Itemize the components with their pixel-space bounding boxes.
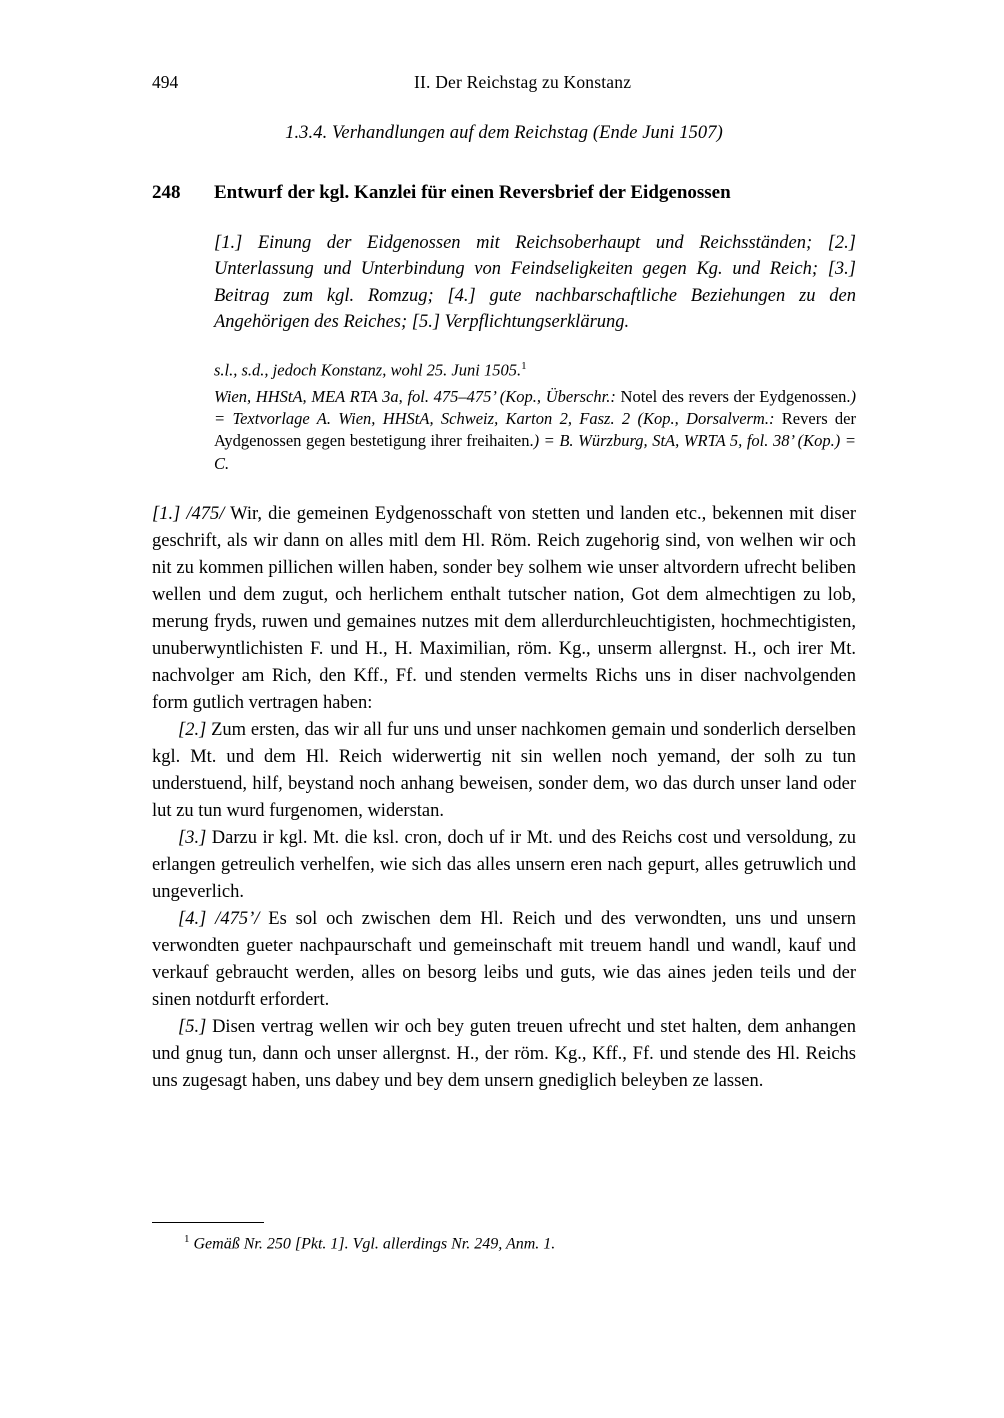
paragraph-3 bbox=[152, 825, 856, 906]
page-number: 494 bbox=[152, 72, 179, 92]
paragraph-2 bbox=[152, 717, 856, 825]
paragraph-1-text: Wir, die gemeinen Eydgenosschaft von stetten und landen etc., bekennen mit diser geschrift, als wir dann on alles mitl dem Hl. Röm. Reich zugehorig sind, von welhen wir och nit zu kommen pillichen willen haben, sonder bey solhem wie unser altvordern ufrecht beliben wellen und dem zugut, och herlichem enthalt tutscher nation, Got dem almechtigen zu lob, merung fryds, ruwen und gemaines nutzes mit dem allerdurchleuchtigisten, hochmechtigisten, unuberwyntlichisten F. und H., H. Maximilian, röm. Kg., unserm allergnst. H., och irer Mt. nachvolger am Rich, den Kff., Ff. und stenden vermelts Richs uns in diser nachvolgenden form gutlich vertragen haben: bbox=[152, 503, 856, 713]
running-head bbox=[152, 72, 856, 93]
document-regest: [1.] Einung der Eidgenossen mit Reichsoberhaupt und Reichsständen; [2.] Unterlassung und Unterbindung von Feindseligkeiten gegen Kg. und Reich; [3.] Beitrag zum kgl. Romzug; [4.] gute nachbarschaftliche Beziehungen zu den Angehörigen des Reiches; [5.] Verpflichtungserklärung. bbox=[214, 233, 856, 332]
footnote-rule bbox=[152, 1222, 264, 1223]
paragraph-2-text: Zum ersten, das wir all fur uns und unser nachkomen gemain und sonderlich derselben kgl. Mt. und dem Hl. Reich widerwertig nit sin wellen noch yemand, der solh zu tun understuend, hilf, beystand noch anhang beweisen, sonder dem, wo das durch unser land oder lut zu tun wurd furgenomen, widerstan. bbox=[152, 719, 856, 821]
paragraph-5 bbox=[152, 1014, 856, 1095]
source-roman-2: Revers der Aydgenossen gegen bestetigung ihrer freihaiten. bbox=[214, 409, 857, 451]
document-dateline bbox=[214, 359, 856, 382]
footnote-1 bbox=[152, 1232, 856, 1255]
paragraph-3-text: Darzu ir kgl. Mt. die ksl. cron, doch uf ir Mt. und des Reichs cost und versoldung, zu erlangen getreulich verhelfen, wie sich das alles unsern eren nach gepurt, alles getruwlich und ungeverlich. bbox=[152, 827, 856, 902]
dateline-text: s.l., s.d., jedoch Konstanz, wohl 25. Juni 1505. bbox=[214, 360, 522, 380]
paragraph-4-text: Es sol och zwischen dem Hl. Reich und des verwondten, uns und unsern verwondten gueter nachpaurschaft und gemeinschaft mit treuem handl und wandl, kauf und verkauf gebraucht werden, alles on besorg leibs und guts, wie das aines jeden teils und der sinen notdurft erfordert. bbox=[152, 908, 856, 1010]
document-title: Entwurf der kgl. Kanzlei für einen Reversbrief der Eidgenossen bbox=[214, 182, 731, 203]
running-head-title: II. Der Reichstag zu Konstanz bbox=[414, 72, 632, 92]
footnote-marker: 1 bbox=[184, 1233, 190, 1245]
source-roman-1: Notel des revers der Eydgenossen. bbox=[615, 386, 851, 406]
footnote-area bbox=[152, 1222, 856, 1255]
document-heading bbox=[152, 182, 856, 204]
footnote-text: Gemäß Nr. 250 [Pkt. 1]. Vgl. allerdings Nr. 249, Anm. 1. bbox=[189, 1235, 556, 1253]
paragraph-5-lead: [5.] bbox=[178, 1016, 207, 1037]
source-italic-1: Wien, HHStA, MEA RTA 3a, fol. 475–475’ (Kop., Überschr.: bbox=[214, 386, 616, 406]
source-italic-3: ) = B. Würzburg, StA, WRTA 5, fol. 38’ (Kop.) = C. bbox=[214, 431, 856, 473]
paragraph-4-lead: [4.] /475’/ bbox=[178, 908, 260, 929]
dateline-footnote-marker: 1 bbox=[521, 360, 527, 373]
document-body bbox=[152, 501, 856, 1095]
paragraph-5-text: Disen vertrag wellen wir och bey guten treuen ufrecht und stet halten, dem anhangen und gnug tun, dann och unser allergnst. H., der röm. Kg., Kff., Ff. und stende des Hl. Reichs uns zugesagt haben, uns dabey und bey dem unsern gnediglich beleyben ze lassen. bbox=[152, 1016, 856, 1091]
paragraph-1 bbox=[152, 501, 856, 717]
section-title: 1.3.4. Verhandlungen auf dem Reichstag (Ende Juni 1507) bbox=[285, 123, 723, 143]
document-number: 248 bbox=[152, 182, 181, 203]
paragraph-2-lead: [2.] bbox=[178, 719, 207, 740]
paragraph-3-lead: [3.] bbox=[178, 827, 207, 848]
document-sources bbox=[214, 386, 856, 475]
paragraph-4 bbox=[152, 906, 856, 1014]
source-italic-2: ) = Textvorlage A. Wien, HHStA, Schweiz, Karton 2, Fasz. 2 (Kop., Dorsalverm.: bbox=[214, 386, 856, 429]
paragraph-1-lead: [1.] /475/ bbox=[152, 503, 225, 524]
